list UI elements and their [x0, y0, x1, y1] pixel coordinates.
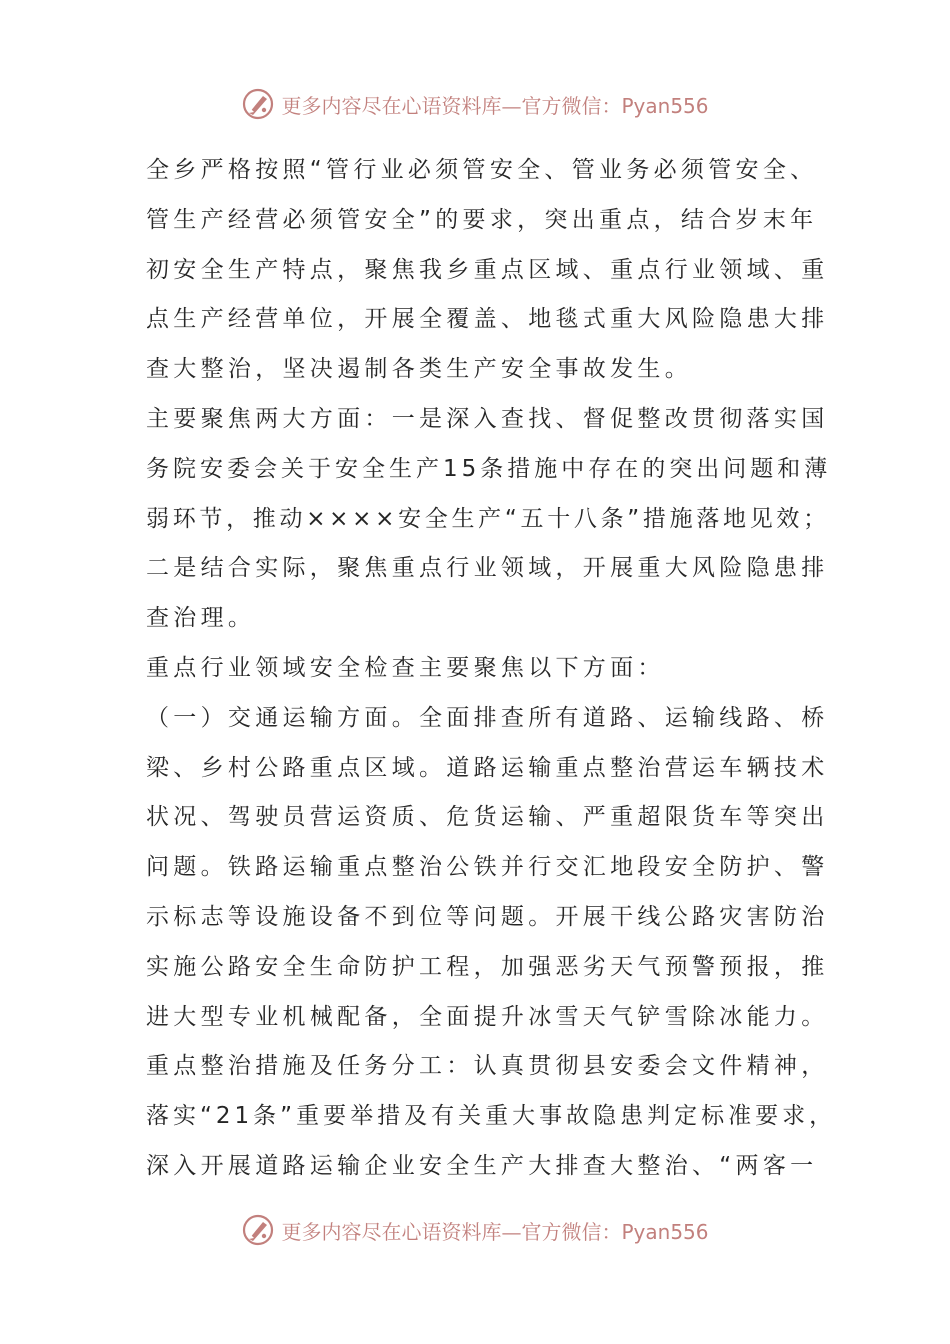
body-text-line: 全乡严格按照“管行业必须管安全、管业务必须管安全、: [146, 157, 818, 183]
body-text-line: 主要聚焦两大方面：一是深入查找、督促整改贯彻落实国: [146, 405, 829, 432]
wechat-id: Pyan556: [621, 93, 709, 118]
watermark-text: 更多内容尽在心语资料库—官方微信：Pyan556: [281, 93, 709, 118]
watermark-text: 更多内容尽在心语资料库—官方微信：Pyan556: [281, 1219, 709, 1244]
body-text-line: 初安全生产特点，聚焦我乡重点区域、重点行业领域、重: [146, 256, 829, 283]
body-text-line: 查治理。: [146, 605, 256, 632]
body-text-line: 进大型专业机械配备，全面提升冰雪天气铲雪除冰能力。: [146, 1003, 829, 1030]
body-text-line: （一）交通运输方面。全面排查所有道路、运输线路、桥: [146, 704, 829, 731]
header-watermark: [0, 84, 950, 124]
pen-circle-logo-icon: [241, 1213, 275, 1247]
body-text-line: 二是结合实际，聚焦重点行业领域，开展重大风险隐患排: [146, 555, 829, 582]
wechat-id: Pyan556: [621, 1219, 709, 1244]
body-text-line: 查大整治，坚决遏制各类生产安全事故发生。: [146, 356, 692, 383]
document-body: [146, 146, 837, 1192]
body-text-line: 落实“21条”重要举措及有关重大事故隐患判定标准要求，: [146, 1103, 837, 1130]
body-text-line: 重点行业领域安全检查主要聚焦以下方面：: [146, 654, 665, 681]
body-text-line: 问题。铁路运输重点整治公铁并行交汇地段安全防护、警: [146, 854, 829, 881]
body-text-line: 实施公路安全生命防护工程，加强恶劣天气预警预报，推: [146, 953, 829, 980]
body-text-line: 重点整治措施及任务分工：认真贯彻县安委会文件精神，: [146, 1053, 829, 1080]
body-text-line: 状况、驾驶员营运资质、危货运输、严重超限货车等突出: [146, 804, 829, 831]
body-text-line: 管生产经营必须管安全”的要求，突出重点，结合岁末年: [146, 206, 818, 233]
body-text-line: 弱环节，推动××××安全生产“五十八条”措施落地见效；: [146, 505, 830, 532]
body-text-line: 深入开展道路运输企业安全生产大排查大整治、“两客一: [146, 1152, 818, 1179]
pen-circle-logo-icon: [241, 87, 275, 121]
body-text-line: 点生产经营单位，开展全覆盖、地毯式重大风险隐患大排: [146, 306, 829, 333]
body-text-line: 示标志等设施设备不到位等问题。开展干线公路灾害防治: [146, 903, 829, 930]
body-text-line: 务院安委会关于安全生产15条措施中存在的突出问题和薄: [146, 455, 832, 482]
footer-watermark: [0, 1210, 950, 1250]
body-text-line: 梁、乡村公路重点区域。道路运输重点整治营运车辆技术: [146, 754, 829, 781]
